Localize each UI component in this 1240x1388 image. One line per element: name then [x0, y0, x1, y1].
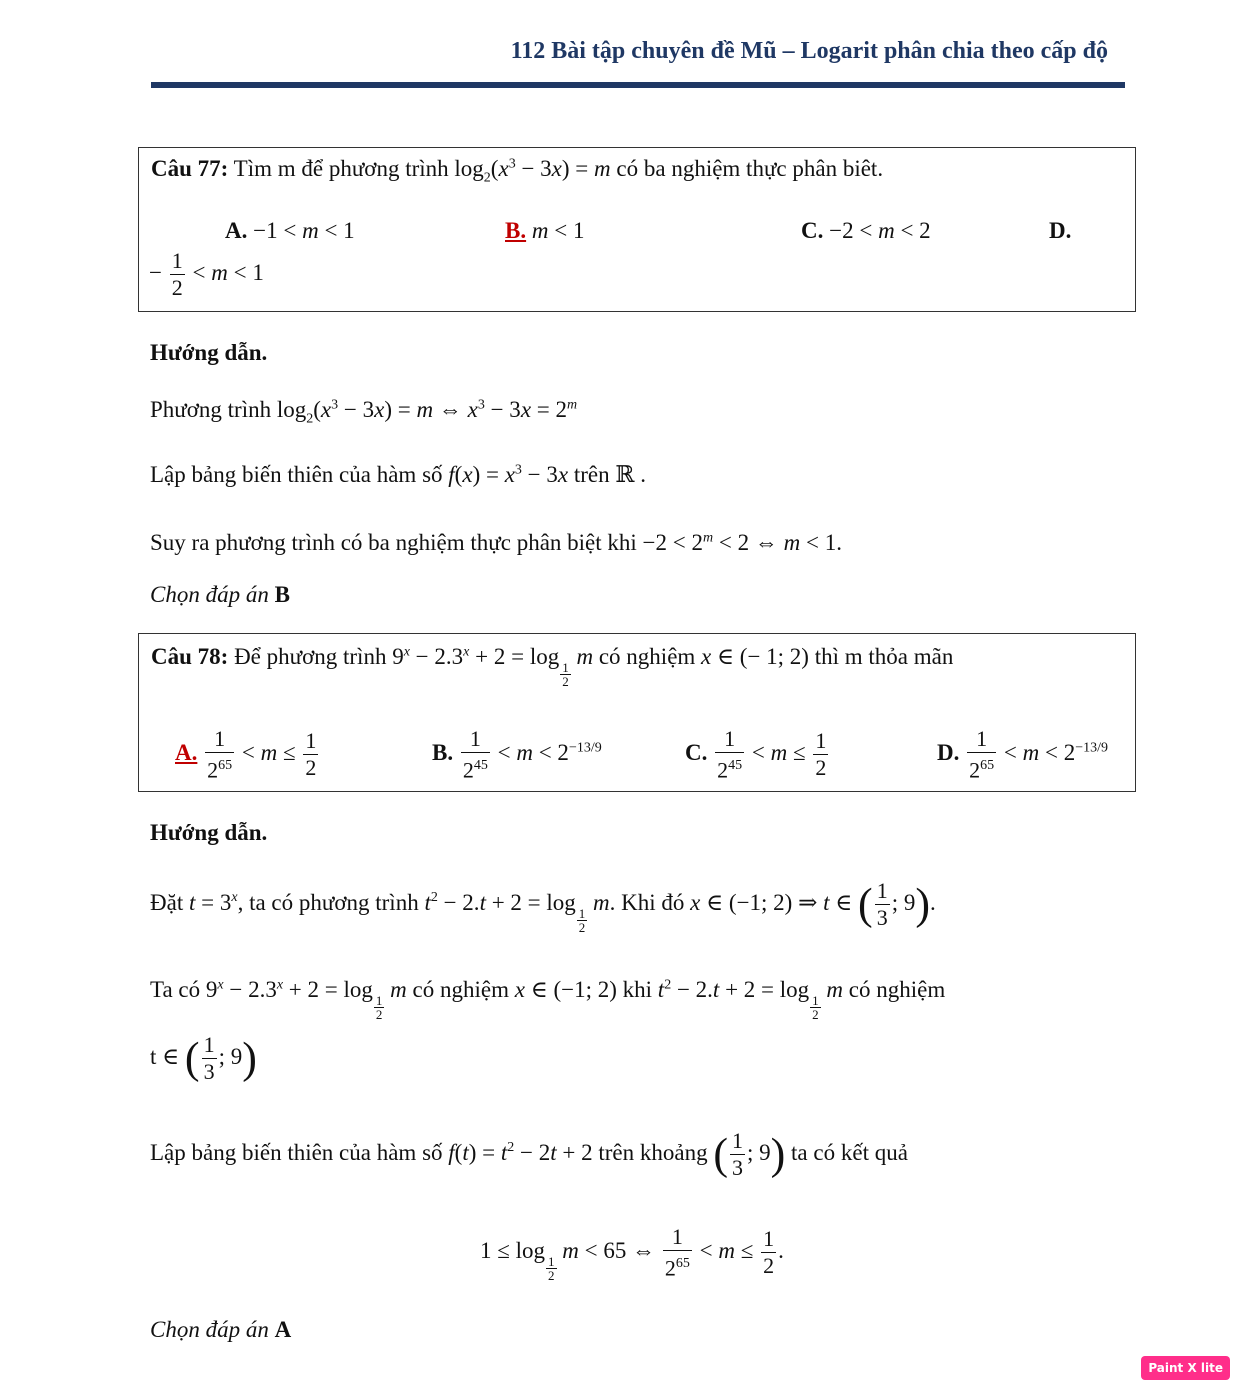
q78-solution-line-2: Ta có $9^x - 2.3^x + 2 = \log$ $\frac{1}{2}$ m có nghiệm x ∈ (−1; 2) khi $t^2 - 2.t + 2 = \log$ $\frac{1}{2}$ m có nghiệm	[150, 977, 946, 1022]
question-78-box	[138, 633, 1136, 792]
question-77-option-a: A. −1 < m < 1	[225, 218, 355, 243]
q78-solution-heading: Hướng dẫn.	[150, 820, 268, 845]
q78-answer: Chọn đáp án A	[150, 1317, 292, 1342]
q77-solution-line-2: Lập bảng biến thiên của hàm số $f(x) = x^3 - 3x$ trên ℝ .	[150, 462, 647, 487]
q77-solution-line-3: Suy ra phương trình có ba nghiệm thực phân biệt khi $-2 < 2^m < 2$ ⇔ m < 1.	[150, 530, 842, 555]
header-rule	[151, 82, 1125, 88]
question-78-stem: Câu 78: Để phương trình $9^x - 2.3^x + 2 = \log$ $\frac{1}{2}$ m có nghiệm x ∈ (− 1; 2) thì m thỏa mãn	[151, 644, 954, 689]
question-77-option-d: D.	[1049, 218, 1072, 243]
q78-solution-line-2b: t ∈ ( $\frac{1}{3}$ ; 9)	[150, 1032, 257, 1084]
question-77-box	[138, 147, 1136, 312]
question-77-stem: Câu 77: Tìm m để phương trình $\log_2(x^3 - 3x) = m$ có ba nghiệm thực phân biêt.	[151, 156, 884, 186]
q78-solution-line-1: Đặt $t = 3^x$, ta có phương trình $t^2 - 2.t + 2 = \log$ $\frac{1}{2}$ m. Khi đó x ∈ (−1; 2) ⇒ t ∈ ( $\frac{1}{3}$ ; 9).	[150, 878, 936, 935]
question-77-label: Câu 77:	[151, 156, 229, 181]
question-78-option-b: B. $\frac{1}{2^{45}}$ < $m < 2^{-13/9}$	[432, 726, 602, 783]
page-header-title: 112 Bài tập chuyên đề Mũ – Logarit phân chia theo cấp độ	[510, 38, 1108, 64]
q77-solution-line-1: Phương trình $\log_2(x^3 - 3x) = m$ ⇔ $x^3 - 3x = 2^m$	[150, 397, 578, 427]
q78-solution-result: 1 ≤ log $\frac{1}{2}$ m < 65 ⇔ $\frac{1}{2^{65}}$ < m ≤ $\frac{1}{2}$ .	[480, 1224, 784, 1283]
question-78-label: Câu 78:	[151, 644, 229, 669]
question-78-option-c: C. $\frac{1}{2^{45}}$ < m ≤ $\frac{1}{2}$	[685, 726, 827, 783]
q77-answer: Chọn đáp án B	[150, 582, 290, 607]
watermark-badge: Paint X lite	[1141, 1356, 1230, 1380]
question-77-option-c: C. −2 < m < 2	[801, 218, 931, 243]
q78-solution-line-3: Lập bảng biến thiên của hàm số $f(t) = t^2 - 2t + 2$ trên khoảng ( $\frac{1}{3}$ ; 9) ta có kết quả	[150, 1128, 908, 1180]
q77-solution-heading: Hướng dẫn.	[150, 340, 268, 365]
question-77-option-b: B. m < 1	[505, 218, 585, 243]
question-78-option-d: D. $\frac{1}{2^{65}}$ < $m < 2^{-13/9}$	[937, 726, 1109, 783]
question-78-option-a: A. $\frac{1}{2^{65}}$ < m ≤ $\frac{1}{2}$	[175, 726, 317, 783]
question-77-option-d-value: − $\frac{1}{2}$ < m < 1	[149, 248, 264, 300]
